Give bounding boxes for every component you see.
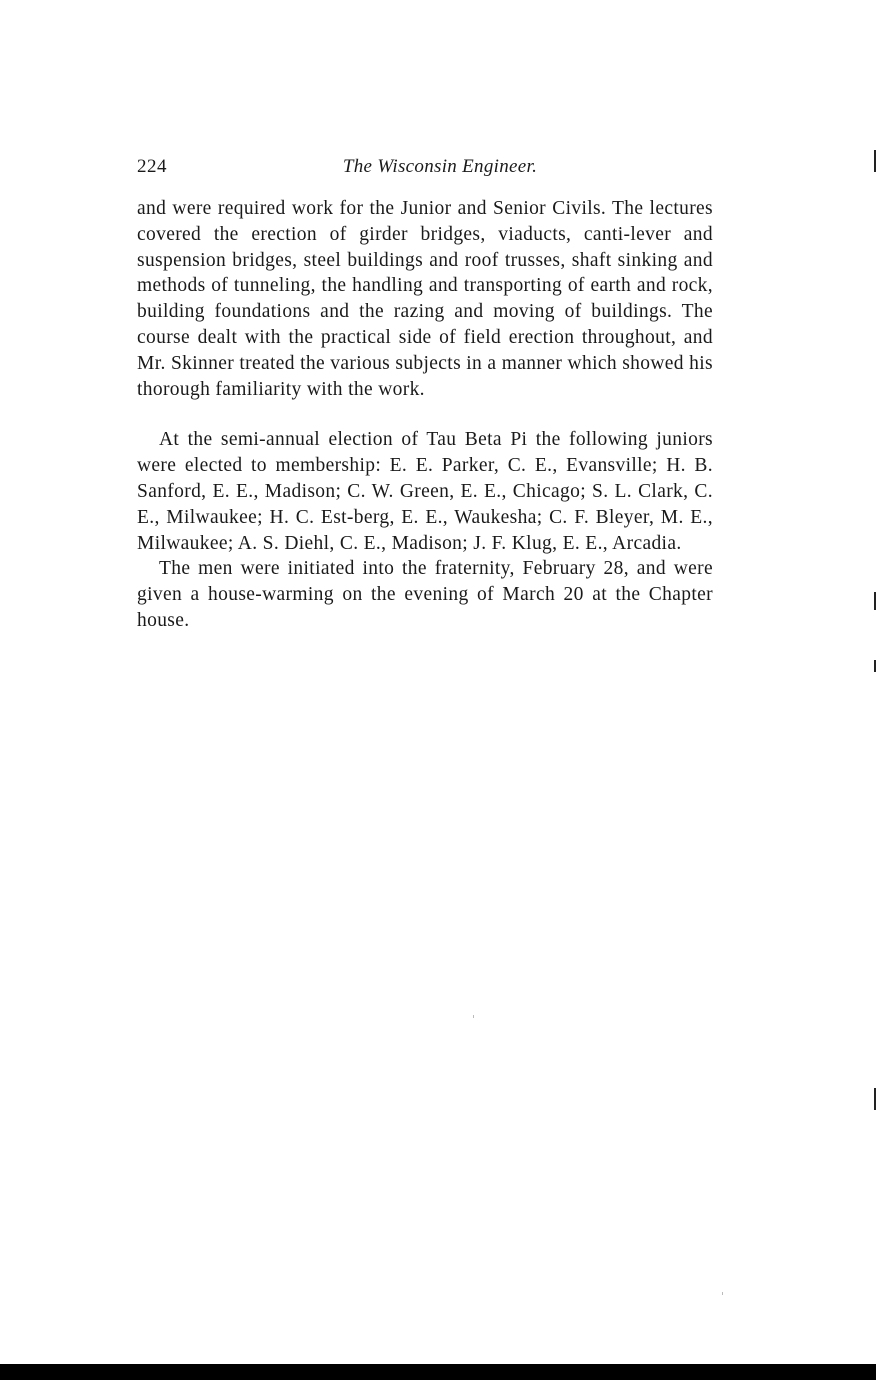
article-body [137, 196, 713, 634]
paragraph-skinner-lectures: and were required work for the Junior and Senior Civils. The lectures covered the erection of girder bridges, viaducts, canti-lever and suspension bridges, steel buildings and roof trusses, shaft sinking and methods of tunneling, the handling and transporting of earth and rock, building foundations and the razing and moving of buildings. The course dealt with the practical side of field erection throughout, and Mr. Skinner treated the various subjects in a manner which showed his thorough familiarity with the work. [137, 198, 713, 400]
paragraph-tau-beta-pi-election: At the semi-annual election of Tau Beta Pi the following juniors were elected to membership: E. E. Parker, C. E., Evansville; H. B. Sanford, E. E., Madison; C. W. Green, E. E., Chicago; S. L. Clark, C. E., Milwaukee; H. C. Est-berg, E. E., Waukesha; C. F. Bleyer, M. E., Milwaukee; A. S. Diehl, C. E., Madison; J. F. Klug, E. E., Arcadia. [137, 429, 713, 554]
running-title: The Wisconsin Engineer. [342, 156, 538, 177]
scan-speck [473, 1015, 474, 1018]
paragraph-initiation: The men were initiated into the fraternity, February 28, and were given a house-warming on the evening of March 20 at the Chapter house. [137, 558, 713, 631]
page-number: 224 [137, 156, 167, 177]
scan-speck [722, 1292, 723, 1295]
page-header [137, 156, 713, 182]
scan-bottom-border [0, 1364, 876, 1380]
